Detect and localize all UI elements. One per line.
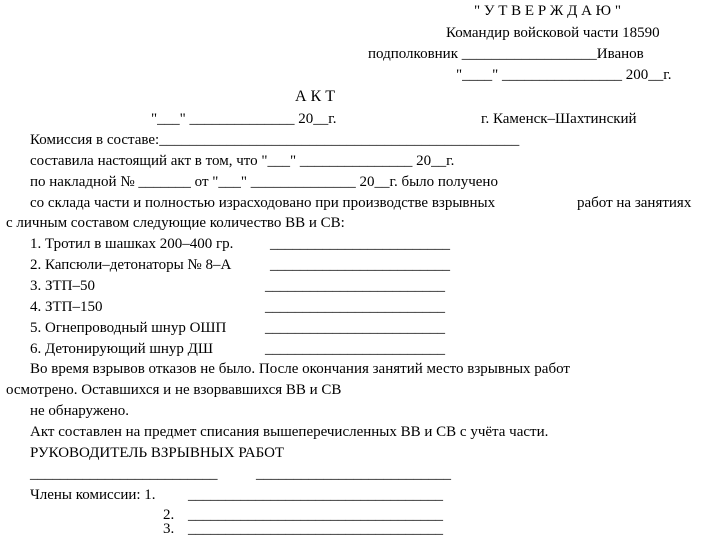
act-heading: А К Т	[295, 88, 335, 105]
item-label: 1. Тротил в шашках 200–400 гр.	[30, 236, 234, 252]
commission-members-label: Члены комиссии: 1.	[30, 487, 156, 503]
item-label: 2. Капсюли–детонаторы № 8–А	[30, 257, 232, 273]
head-of-works-title: РУКОВОДИТЕЛЬ ВЗРЫВНЫХ РАБОТ	[30, 445, 285, 461]
member-2-blank: __________________________________	[188, 507, 443, 523]
approval-commander: Командир войсковой части 18590	[446, 25, 660, 41]
head-name-blank: __________________________	[256, 466, 451, 482]
drawn-up-line: составила настоящий акт в том, что "___" _______________ 20__г.	[30, 153, 455, 169]
item-label: 5. Огнепроводный шнур ОШП	[30, 320, 227, 336]
item-label: 4. ЗТП–150	[30, 299, 103, 315]
item-blank: ________________________	[265, 299, 445, 315]
used-line-1: со склада части и полностью израсходовано при производстве взрывных	[30, 195, 496, 211]
head-signature-blank: _________________________	[30, 466, 218, 482]
item-label: 6. Детонирующий шнур ДШ	[30, 341, 214, 357]
closing-line-4: Акт составлен на предмет списания вышеперечисленных ВВ и СВ с учёта части.	[30, 424, 549, 440]
member-3-number: 3.	[163, 521, 175, 537]
closing-line-2: осмотрено. Оставшихся и не взорвавшихся ВВ и СВ	[6, 382, 342, 398]
item-blank: ________________________	[265, 278, 445, 294]
member-2-number: 2.	[163, 507, 175, 523]
item-blank: ________________________	[270, 257, 450, 273]
approval-date-line: "____" ________________ 200__г.	[456, 67, 672, 83]
used-line-2: с личным составом следующие количество ВВ и СВ:	[6, 215, 345, 231]
invoice-line: по накладной № _______ от "___" ______________ 20__г. было получено	[30, 174, 498, 190]
item-blank: ________________________	[270, 236, 450, 252]
closing-line-3: не обнаружено.	[30, 403, 129, 419]
act-date-line: "___" ______________ 20__г.	[151, 111, 337, 127]
item-blank: ________________________	[265, 320, 445, 336]
approval-title: " У Т В Е Р Ж Д А Ю "	[474, 3, 621, 19]
used-line-1-end: работ на занятиях	[577, 195, 692, 211]
item-blank: ________________________	[265, 341, 445, 357]
act-place: г. Каменск–Шахтинский	[481, 111, 637, 127]
closing-line-1: Во время взрывов отказов не было. После окончания занятий место взрывных работ	[30, 361, 570, 377]
member-1-blank: __________________________________	[188, 487, 443, 503]
commission-line: Комиссия в составе:________________________________________________	[30, 132, 520, 148]
member-3-blank: __________________________________	[188, 521, 443, 537]
approval-signature-line: подполковник __________________Иванов	[368, 46, 644, 62]
item-label: 3. ЗТП–50	[30, 278, 96, 294]
